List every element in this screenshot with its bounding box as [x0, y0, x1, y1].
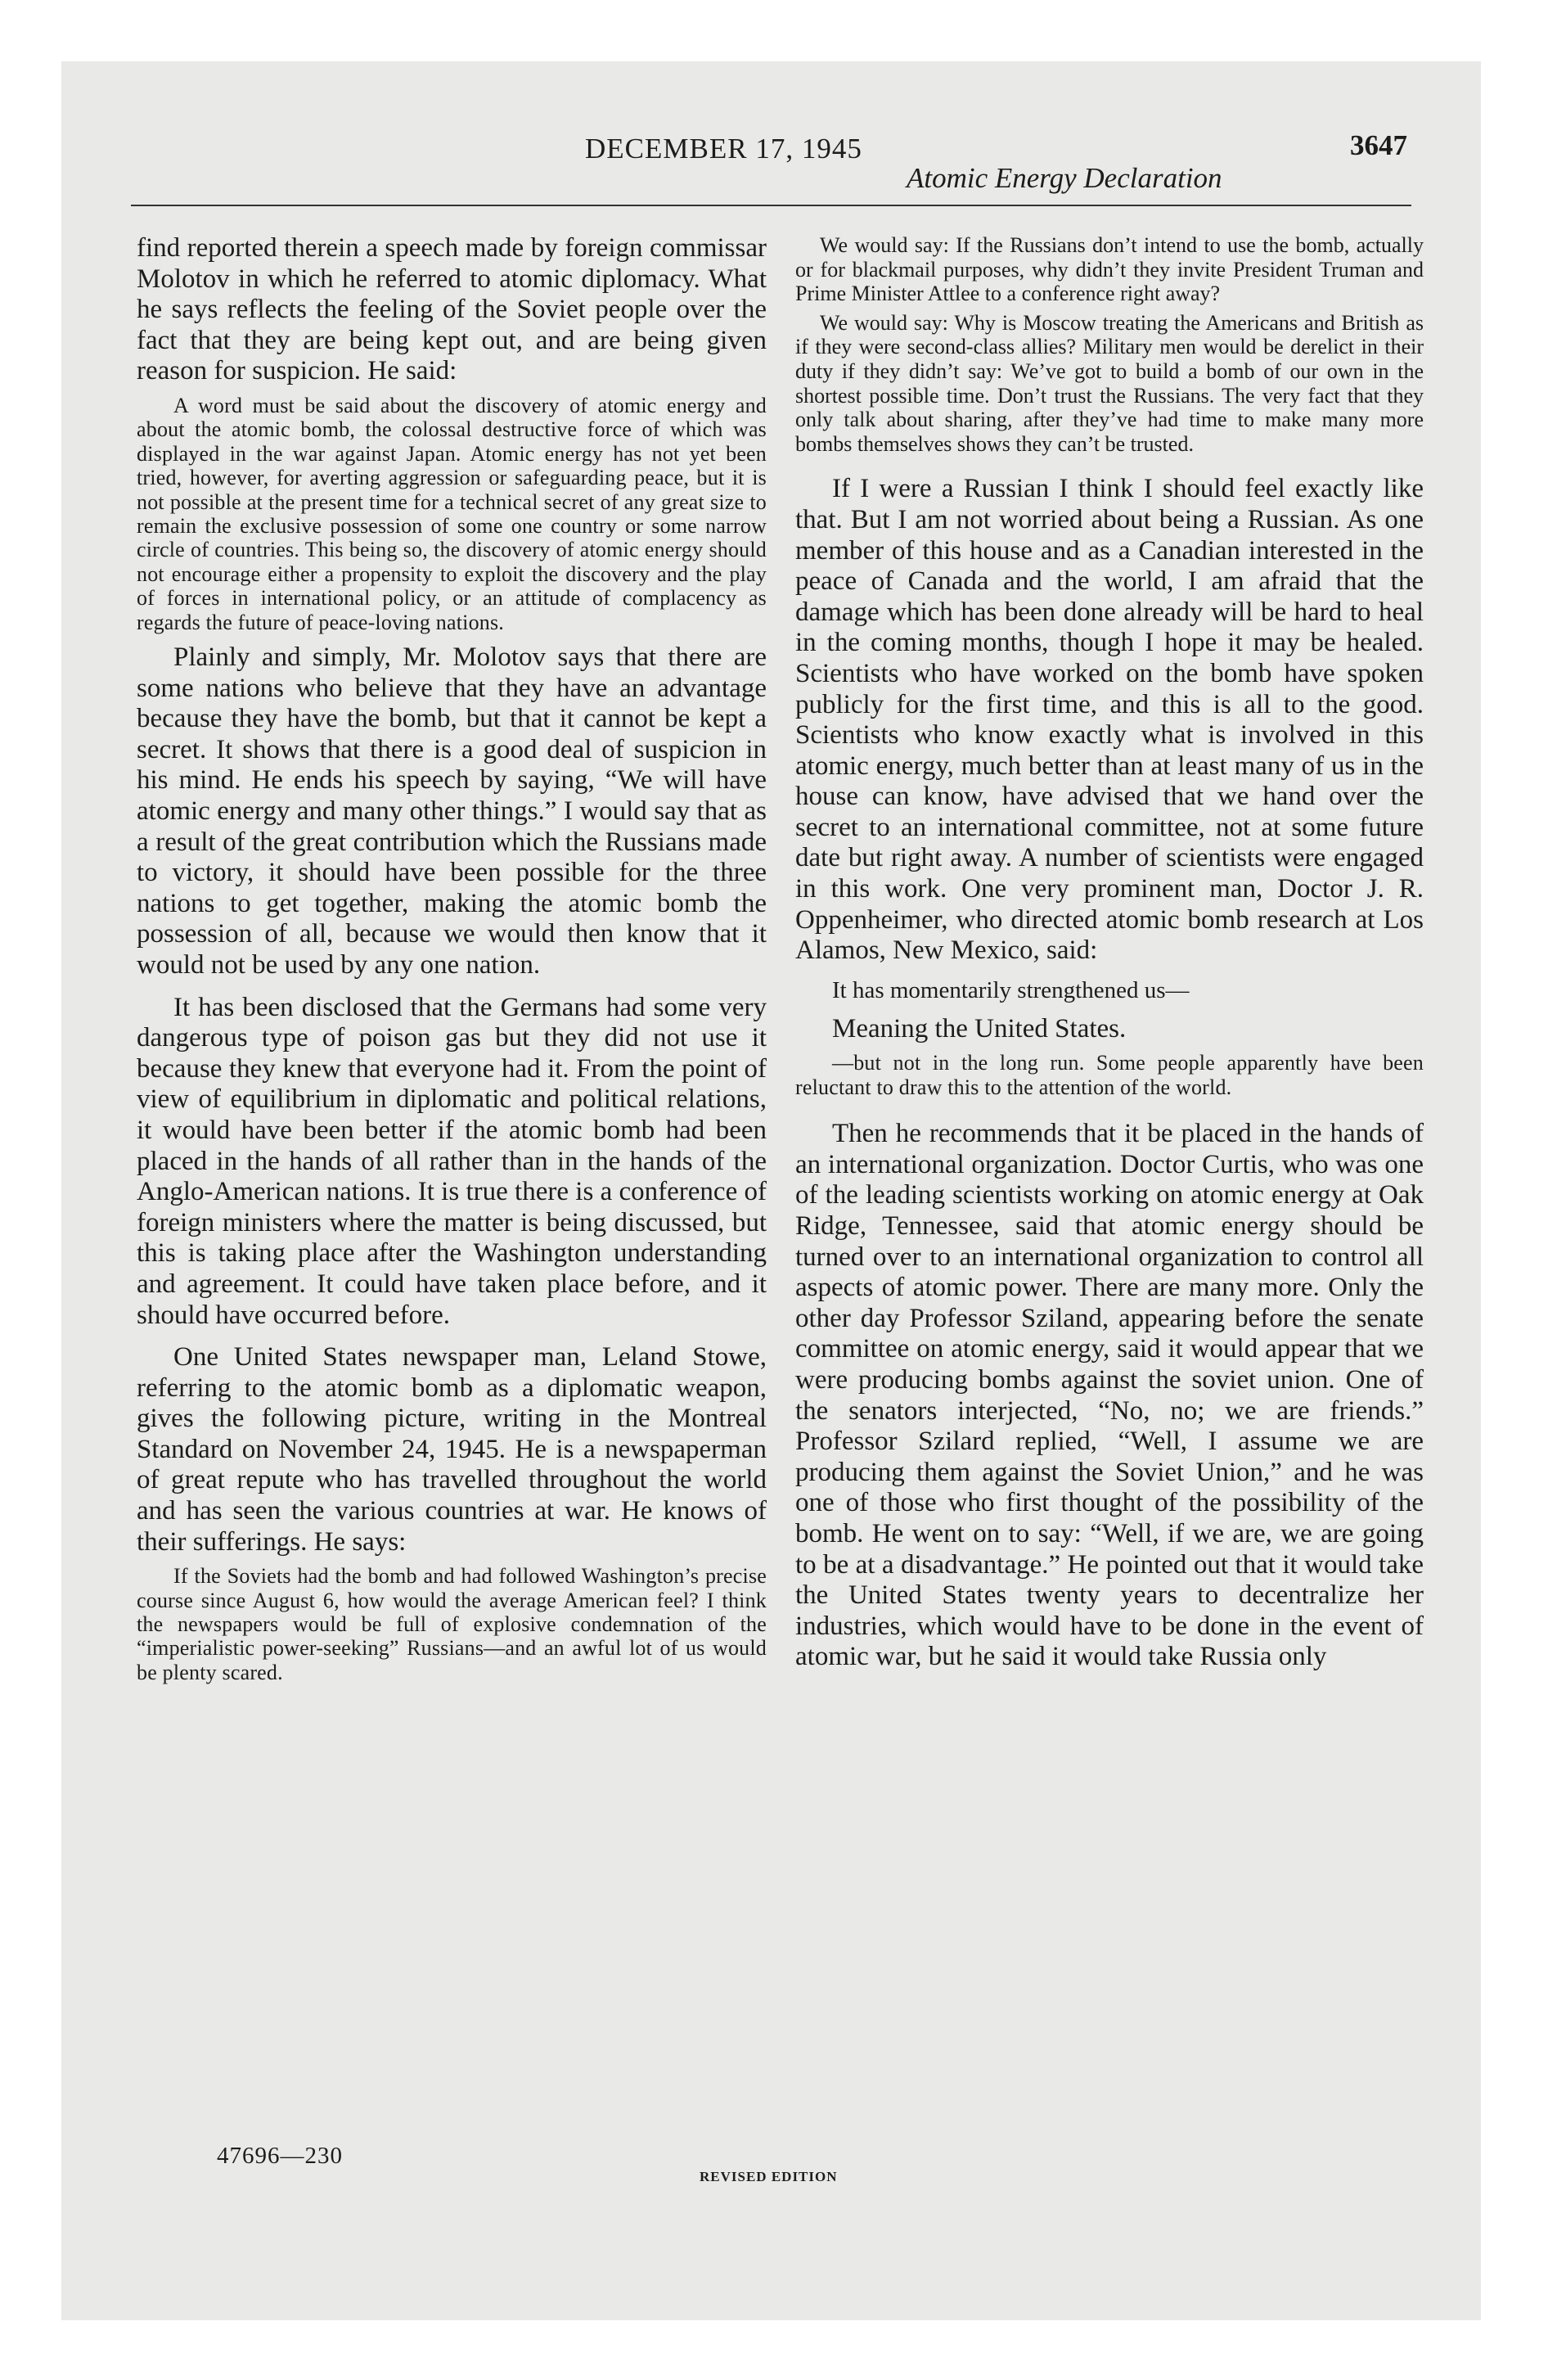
header-date: DECEMBER 17, 1945: [585, 133, 862, 165]
block-quote: We would say: Why is Moscow treating the Americans and British as if they were second-class allies? Military men would be derelict in their duty if they didn’t say: We’ve got to build a bomb of our own in the shortest possible time. Don’t trust the Russians. The very fact that they only talk about sharing, after they’ve had time to make many more bombs themselves shows they can’t be trusted.: [795, 310, 1424, 456]
paragraph: If I were a Russian I think I should feel exactly like that. But I am not worried about being a Russian. As one member of this house and as a Canadian interested in the peace of Canada and the world, I am afraid that the damage which has been done already will be hard to heal in the coming months, though I hope it may be healed. Scientists who have worked on the bomb have spoken publicly for the first time, and this is all to the good. Scientists who know exactly what is involved in this atomic energy, much better than at least many of us in the house can know, have advised that we hand over the secret to an international committee, not at some future date but right away. A number of scientists were engaged in this work. One very prominent man, Doctor J. R. Oppenheimer, who directed atomic bomb research at Los Alamos, New Mexico, said:: [795, 474, 1424, 966]
paragraph: Meaning the United States.: [832, 1013, 1127, 1044]
block-quote: We would say: If the Russians don’t intend to use the bomb, actually or for blackmail purposes, why didn’t they invite President Truman and Prime Minister Attlee to a conference right away?: [795, 233, 1424, 306]
paragraph-gap: [795, 1107, 1424, 1119]
right-column: [795, 233, 1424, 1673]
block-quote: A word must be said about the discovery of atomic energy and about the atomic bomb, the colossal destructive force of which was displayed in the war against Japan. Atomic energy has not yet been tried, however, for averting aggression or safeguarding peace, but it is not possible at the present time for a technical secret of any great size to remain the exclusive possession of some one country or some narrow circle of countries. This being so, the discovery of atomic energy should not encourage either a propensity to exploit the discovery and the play of forces in international policy, or an attitude of complacency as regards the future of peace-loving nations.: [137, 393, 767, 634]
edition-label: REVISED EDITION: [700, 2169, 838, 2184]
document-code: 47696—230: [217, 2143, 343, 2169]
paragraph: One United States newspaper man, Leland Stowe, referring to the atomic bomb as a diplomatic weapon, gives the following picture, writing in the Montreal Standard on November 24, 1945. He is a newspaperman of great repute who has travelled throughout the world and has seen the various countries at war. He knows of their sufferings. He says:: [137, 1342, 767, 1557]
paragraph-gap: [137, 981, 767, 993]
block-quote: If the Soviets had the bomb and had followed Washington’s precise course since August 6, how would the average American feel? I think the newspapers would be full of explosive condemnation of the “imperialistic power-seeking” Russians—and an awful lot of us would be plenty scared.: [137, 1564, 767, 1684]
paragraph-gap: [137, 1331, 767, 1342]
block-quote: It has momentarily strengthened us—: [832, 976, 1190, 1003]
block-quote: —but not in the long run. Some people apparently have been reluctant to draw this to the attention of the world.: [795, 1051, 1424, 1099]
section-title: Atomic Energy Declaration: [907, 162, 1222, 194]
header-rule: [131, 205, 1411, 206]
paragraph: Plainly and simply, Mr. Molotov says that there are some nations who believe that they have an advantage because they have the bomb, but that it cannot be kept a secret. It shows that there is a good deal of suspicion in his mind. He ends his speech by saying, “We will have atomic energy and many other things.” I would say that as a result of the great contribution which the Russians made to victory, it should have been possible for the three nations to get together, making the atomic bomb the possession of all, because we would then know that it would not be used by any one nation.: [137, 642, 767, 980]
paragraph: It has been disclosed that the Germans had some very dangerous type of poison gas but they did not use it because they knew that everyone had it. From the point of view of equilibrium in diplomatic and political relations, it would have been better if the atomic bomb had been placed in the hands of all rather than in the hands of the Anglo-American nations. It is true there is a conference of foreign ministers where the matter is being discussed, but this is taking place after the Washington understanding and agreement. It could have taken place before, and it should have occurred before.: [137, 992, 767, 1330]
paragraph: find reported therein a speech made by foreign commissar Molotov in which he referred to atomic diplomacy. What he says reflects the feeling of the Soviet people over the fact that they are being kept out, and are being given reason for suspicion. He said:: [137, 233, 767, 386]
page-number: 3647: [1350, 129, 1407, 161]
paragraph: Then he recommends that it be placed in the hands of an international organization. Doctor Curtis, who was one of the leading scientists working on atomic energy at Oak Ridge, Tennessee, said that atomic energy should be turned over to an international organization to control all aspects of atomic power. There are many more. Only the other day Professor Sziland, appearing before the senate committee on atomic energy, said it would appear that we were producing bombs against the soviet union. One of the senators interjected, “No, no; we are friends.” Professor Szilard replied, “Well, I assume we are producing them against the Soviet Union,” and he was one of those who first thought of the possibility of the bomb. He went on to say: “Well, if we are, we are going to be at a disadvantage.” He pointed out that it would take the United States twenty years to decentralize her industries, which would have to be done in the event of atomic war, but he said it would take Russia only: [795, 1119, 1424, 1672]
left-column: [137, 233, 767, 1693]
